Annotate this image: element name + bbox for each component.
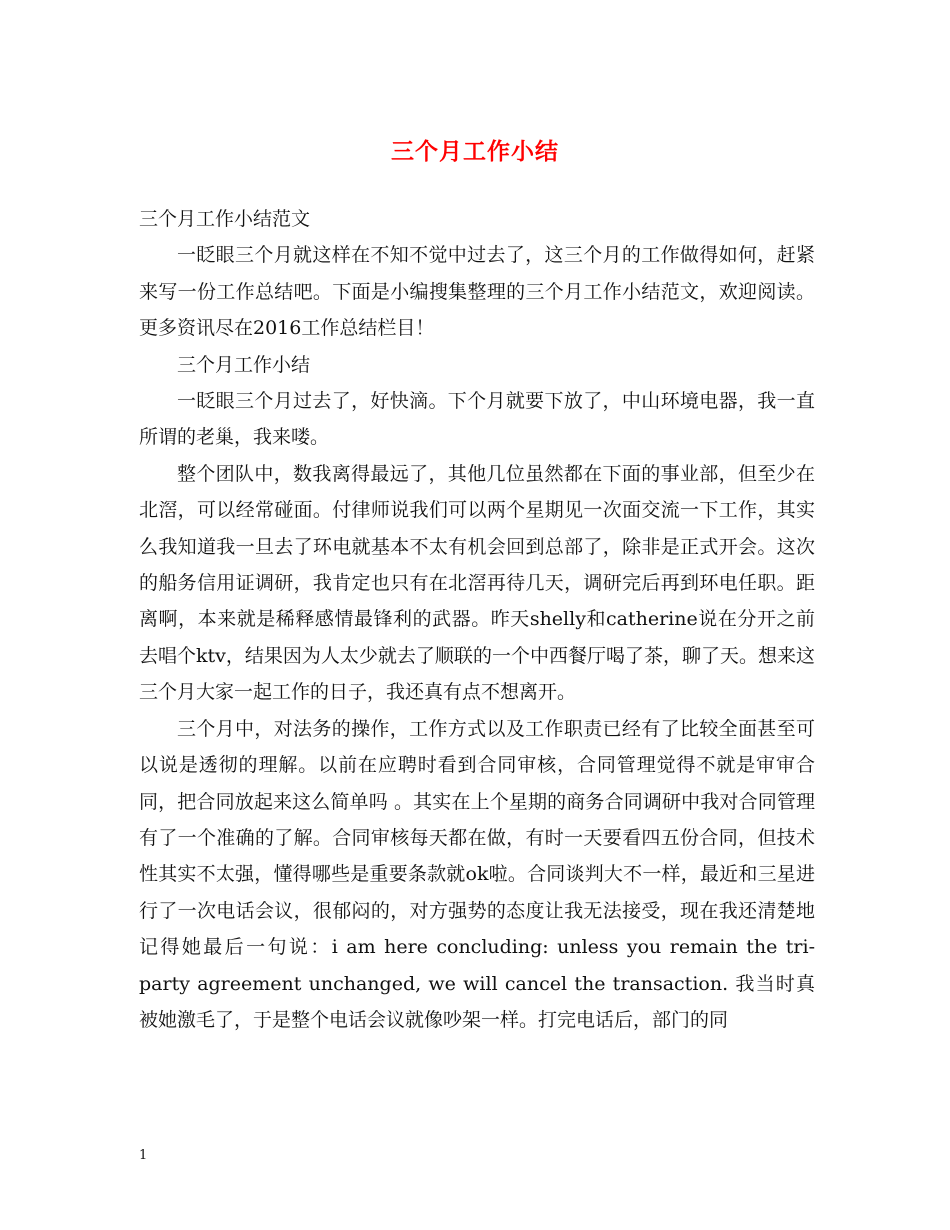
intro-paragraph: 一眨眼三个月就这样在不知不觉中过去了，这三个月的工作做得如何，赶紧来写一份工作总结吧。下面是小编搜集整理的三个月工作小结范文，欢迎阅读。更多资讯尽在2016工作总结栏目！ xyxy=(139,244,815,340)
subtitle-paragraph: 三个月工作小结范文 xyxy=(139,208,311,230)
body-paragraph: 三个月中，对法务的操作，工作方式以及工作职责已经有了比较全面甚至可以说是透彻的理解。以前在应聘时看到合同审核，合同管理觉得不就是审审合同，把合同放起来这么简单吗 。其实在上个星期的商务合同调研中我对合同管理有了一个准确的了解。合同审核每天都在做，有时一天要看四五份合同，但技术性其实不太强，懂得哪些是重要条款就ok啦。合同谈判大不一样，最近和三星进行了一次电话会议，很郁闷的，对方强势的态度让我无法接受，现在我还清楚地记得她最后一句说：i am here concluding: unless you remain the tri-party agreement unchanged, we will cancel the transaction. 我当时真被她激毛了，于是整个电话会议就像吵架一样。打完电话后，部门的同 xyxy=(139,717,815,1031)
body-paragraph: 整个团队中，数我离得最远了，其他几位虽然都在下面的事业部，但至少在北滘，可以经常碰面。付律师说我们可以两个星期见一次面交流一下工作，其实么我知道我一旦去了环电就基本不太有机会回到总部了，除非是正式开会。这次的船务信用证调研，我肯定也只有在北滘再待几天，调研完后再到环电任职。距离啊，本来就是稀释感情最锋利的武器。昨天shelly和catherine说在分开之前去唱个ktv，结果因为人太少就去了顺联的一个中西餐厅喝了茶，聊了天。想来这三个月大家一起工作的日子，我还真有点不想离开。 xyxy=(139,462,815,704)
section-heading: 三个月工作小结 xyxy=(177,353,311,376)
document-body xyxy=(139,201,815,1038)
body-paragraph: 一眨眼三个月过去了，好快滴。下个月就要下放了，中山环境电器，我一直所谓的老巢，我来喽。 xyxy=(139,390,815,449)
document-title: 三个月工作小结 xyxy=(391,138,559,165)
page-number: 1 xyxy=(139,1148,148,1163)
